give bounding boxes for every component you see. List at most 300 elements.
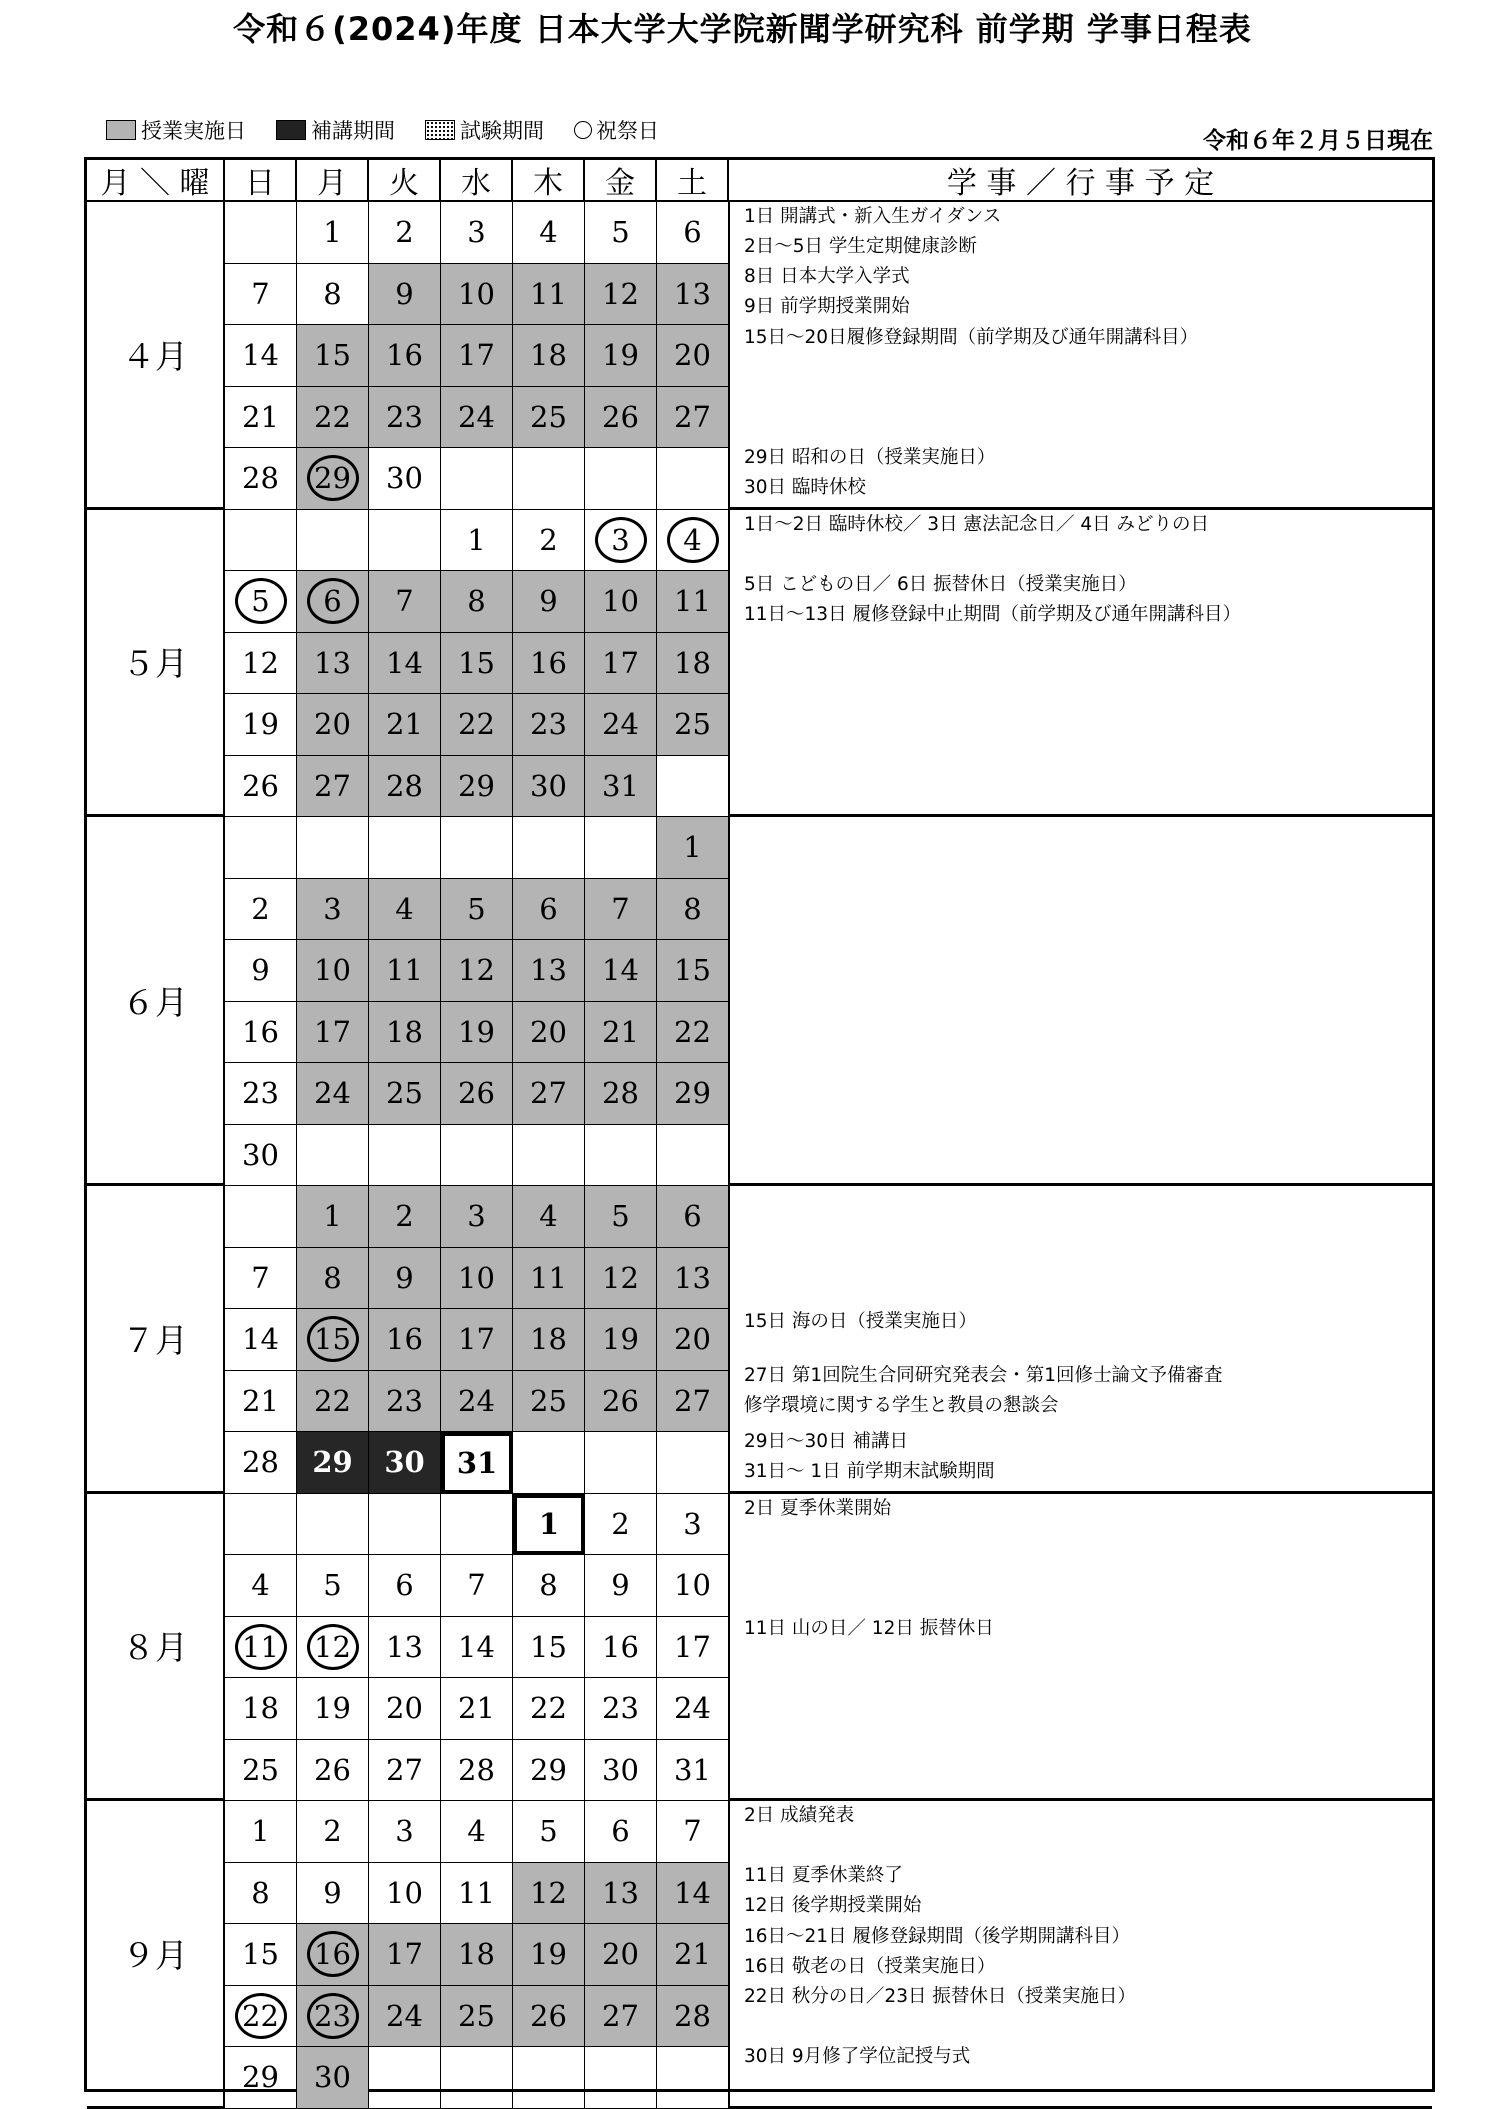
day-number: 14: [674, 1875, 711, 1910]
day-cell: [585, 940, 657, 1002]
day-number: 28: [602, 1076, 639, 1111]
day-cell: [585, 1002, 657, 1064]
event-line: 9日 前学期授業開始: [744, 296, 910, 318]
day-cell: [585, 1555, 657, 1617]
day-cell: [513, 325, 585, 387]
day-cell: [369, 1678, 441, 1740]
day-cell: [225, 1432, 297, 1494]
header-day: 日: [225, 160, 297, 202]
day-cell: [369, 1371, 441, 1433]
day-cell: [657, 817, 729, 879]
event-line: 29日 昭和の日（授業実施日）: [744, 447, 996, 469]
day-cell: [441, 1186, 513, 1248]
event-line: 30日 9月修了学位記授与式: [744, 2046, 971, 2068]
day-cell: [225, 1186, 297, 1248]
day-cell: [297, 264, 369, 326]
day-cell: [585, 1924, 657, 1986]
day-number: 16: [242, 1014, 279, 1049]
month-label: ７月: [87, 1186, 225, 1494]
day-cell: [225, 448, 297, 510]
day-number: 20: [386, 1691, 423, 1726]
day-number: 30: [530, 768, 567, 803]
day-number: 30: [386, 461, 423, 496]
day-cell: [225, 1986, 297, 2048]
day-cell: [657, 879, 729, 941]
day-cell: [297, 1125, 369, 1187]
day-cell: [585, 1863, 657, 1925]
day-cell: [297, 1063, 369, 1125]
day-number: 12: [242, 645, 279, 680]
day-cell: [441, 387, 513, 449]
day-cell: [369, 387, 441, 449]
day-cell: [297, 1801, 369, 1863]
day-cell: [585, 694, 657, 756]
day-cell: [657, 1494, 729, 1556]
month-label: ４月: [87, 202, 225, 510]
day-cell: [585, 1678, 657, 1740]
day-number: 5: [539, 1814, 558, 1849]
day-cell: [297, 1617, 369, 1679]
day-number: 11: [530, 1260, 567, 1295]
day-number: 10: [674, 1568, 711, 1603]
legend-swatch-circ: [574, 121, 592, 139]
day-number: 16: [602, 1629, 639, 1664]
day-cell: [441, 571, 513, 633]
day-number: 10: [458, 1260, 495, 1295]
day-number: 15: [674, 953, 711, 988]
day-number: 13: [602, 1875, 639, 1910]
day-number: 29: [312, 1445, 353, 1480]
day-cell: [585, 1186, 657, 1248]
day-cell: [441, 1309, 513, 1371]
day-number: 5: [323, 1568, 342, 1603]
event-line: 1日 開講式・新入生ガイダンス: [744, 206, 1002, 227]
day-number: 17: [458, 338, 495, 373]
day-number: 26: [242, 768, 279, 803]
day-number: 8: [683, 891, 702, 926]
day-cell: [225, 817, 297, 879]
day-cell: [225, 940, 297, 1002]
day-cell: [297, 1740, 369, 1802]
day-cell: [369, 1924, 441, 1986]
day-number: 31: [456, 1445, 498, 1480]
day-number: 4: [683, 522, 702, 557]
day-number: 23: [602, 1691, 639, 1726]
day-number: 28: [242, 1445, 279, 1480]
day-cell: [441, 1125, 513, 1187]
day-cell: [297, 817, 369, 879]
day-number: 15: [458, 645, 495, 680]
legend-label: 補講期間: [311, 119, 395, 143]
day-number: 12: [602, 1260, 639, 1295]
day-number: 28: [674, 1998, 711, 2033]
day-number: 6: [395, 1568, 414, 1603]
day-cell: [225, 633, 297, 695]
day-cell: [513, 1801, 585, 1863]
day-number: 9: [395, 276, 414, 311]
day-number: 29: [458, 768, 495, 803]
day-number: 2: [251, 891, 270, 926]
legend-swatch-gray: [106, 120, 136, 140]
day-number: 8: [467, 584, 486, 619]
day-cell: [369, 1986, 441, 2048]
day-cell: [585, 817, 657, 879]
day-number: 21: [602, 1014, 639, 1049]
day-number: 15: [242, 1937, 279, 1972]
day-cell: [225, 1863, 297, 1925]
day-cell: [369, 756, 441, 818]
event-line: 29日～30日 補講日: [744, 1431, 908, 1453]
day-number: 31: [674, 1752, 711, 1787]
day-cell: [513, 448, 585, 510]
day-number: 2: [395, 1199, 414, 1234]
day-cell: [369, 817, 441, 879]
day-number: 1: [323, 1199, 342, 1234]
day-number: 2: [395, 215, 414, 250]
day-number: 22: [530, 1691, 567, 1726]
day-number: 6: [539, 891, 558, 926]
day-number: 13: [530, 953, 567, 988]
day-cell: [225, 1063, 297, 1125]
day-cell: [441, 756, 513, 818]
day-number: 29: [314, 461, 351, 496]
legend-item: [106, 115, 246, 145]
day-cell: [657, 1678, 729, 1740]
day-cell: [585, 202, 657, 264]
day-cell: [585, 756, 657, 818]
day-number: 30: [602, 1752, 639, 1787]
day-number: 19: [458, 1014, 495, 1049]
day-number: 10: [386, 1875, 423, 1910]
day-cell: [369, 879, 441, 941]
legend: [106, 116, 689, 144]
day-number: 9: [539, 584, 558, 619]
event-line: 27日 第1回院生合同研究発表会・第1回修士論文予備審査: [744, 1364, 1223, 1386]
day-number: 9: [323, 1875, 342, 1910]
day-cell: [657, 264, 729, 326]
day-number: 20: [674, 1322, 711, 1357]
day-cell: [585, 1740, 657, 1802]
day-cell: [225, 264, 297, 326]
month-label: ９月: [87, 1801, 225, 2109]
day-cell: [585, 879, 657, 941]
day-cell: [369, 1740, 441, 1802]
day-cell: [225, 2047, 297, 2109]
day-number: 30: [384, 1445, 425, 1480]
day-cell: [297, 694, 369, 756]
day-cell: [657, 1309, 729, 1371]
day-number: 4: [395, 891, 414, 926]
day-number: 12: [458, 953, 495, 988]
day-number: 27: [314, 768, 351, 803]
day-cell: [441, 940, 513, 1002]
day-cell: [513, 202, 585, 264]
events-cell: [729, 1186, 1432, 1494]
month-label: ５月: [87, 510, 225, 818]
day-cell: [657, 510, 729, 572]
day-cell: [297, 1432, 369, 1494]
day-cell: [297, 633, 369, 695]
day-cell: [513, 510, 585, 572]
day-number: 27: [530, 1076, 567, 1111]
day-number: 6: [683, 1199, 702, 1234]
day-number: 30: [242, 1137, 279, 1172]
day-number: 5: [467, 891, 486, 926]
event-line: 16日～21日 履修登録期間（後学期開講科目）: [744, 1925, 1130, 1947]
day-number: 25: [458, 1998, 495, 2033]
day-cell: [585, 1248, 657, 1310]
header-day: 木: [513, 160, 585, 202]
day-cell: [441, 1494, 513, 1556]
day-number: 10: [314, 953, 351, 988]
day-cell: [657, 202, 729, 264]
day-number: 22: [242, 1998, 279, 2033]
day-number: 22: [314, 1383, 351, 1418]
day-cell: [297, 756, 369, 818]
day-cell: [225, 1617, 297, 1679]
event-line: 11日～13日 履修登録中止期間（前学期及び通年開講科目）: [744, 603, 1241, 625]
day-cell: [657, 1617, 729, 1679]
day-cell: [657, 1002, 729, 1064]
day-number: 27: [602, 1998, 639, 2033]
day-number: 15: [530, 1629, 567, 1664]
day-cell: [513, 1863, 585, 1925]
day-cell: [369, 448, 441, 510]
day-cell: [657, 1740, 729, 1802]
day-cell: [513, 571, 585, 633]
day-number: 28: [458, 1752, 495, 1787]
day-cell: [441, 202, 513, 264]
legend-item: [425, 115, 544, 145]
day-number: 18: [386, 1014, 423, 1049]
day-number: 1: [251, 1814, 270, 1849]
header-month-weekday: 月 ＼ 曜: [87, 160, 225, 202]
day-number: 17: [386, 1937, 423, 1972]
day-number: 2: [539, 522, 558, 557]
day-cell: [657, 1986, 729, 2048]
day-cell: [441, 1371, 513, 1433]
event-line: 15日 海の日（授業実施日）: [744, 1310, 977, 1332]
day-number: 17: [314, 1014, 351, 1049]
day-cell: [225, 202, 297, 264]
day-number: 18: [530, 338, 567, 373]
day-number: 14: [458, 1629, 495, 1664]
day-cell: [225, 1309, 297, 1371]
legend-swatch-dark: [276, 120, 306, 140]
day-number: 20: [674, 338, 711, 373]
day-cell: [441, 510, 513, 572]
day-cell: [657, 1863, 729, 1925]
day-number: 25: [674, 707, 711, 742]
day-number: 7: [395, 584, 414, 619]
day-cell: [225, 510, 297, 572]
day-number: 20: [602, 1937, 639, 1972]
day-cell: [369, 2047, 441, 2109]
day-cell: [225, 1125, 297, 1187]
event-line: 12日 後学期授業開始: [744, 1895, 922, 1917]
month-label: ６月: [87, 817, 225, 1186]
day-number: 13: [674, 1260, 711, 1295]
day-number: 23: [314, 1998, 351, 2033]
day-cell: [297, 1371, 369, 1433]
day-cell: [297, 1986, 369, 2048]
day-number: 7: [251, 276, 270, 311]
legend-swatch-dots: [425, 120, 455, 140]
legend-item: [276, 115, 395, 145]
day-number: 29: [674, 1076, 711, 1111]
day-number: 15: [314, 338, 351, 373]
day-number: 31: [602, 768, 639, 803]
day-cell: [297, 879, 369, 941]
day-cell: [369, 1186, 441, 1248]
events-cell: [729, 817, 1432, 1186]
day-cell: [657, 2047, 729, 2109]
day-number: 26: [602, 1383, 639, 1418]
day-cell: [225, 1371, 297, 1433]
day-number: 1: [538, 1507, 560, 1542]
day-cell: [369, 694, 441, 756]
day-cell: [585, 1801, 657, 1863]
day-cell: [297, 1186, 369, 1248]
day-cell: [369, 1801, 441, 1863]
day-number: 14: [602, 953, 639, 988]
day-cell: [297, 387, 369, 449]
day-number: 24: [314, 1076, 351, 1111]
day-number: 11: [458, 1875, 495, 1910]
day-cell: [369, 1125, 441, 1187]
day-cell: [297, 448, 369, 510]
day-cell: [657, 448, 729, 510]
day-number: 18: [458, 1937, 495, 1972]
day-number: 28: [386, 768, 423, 803]
day-number: 7: [683, 1814, 702, 1849]
day-cell: [513, 1186, 585, 1248]
event-line: 2日～5日 学生定期健康診断: [744, 236, 977, 258]
event-line: 16日 敬老の日（授業実施日）: [744, 1955, 996, 1977]
day-cell: [513, 940, 585, 1002]
day-cell: [657, 1125, 729, 1187]
as-of-date: 令和６年２月５日現在: [1203, 128, 1433, 154]
legend-label: 祝祭日: [596, 119, 659, 143]
day-number: 19: [602, 1322, 639, 1357]
day-cell: [441, 633, 513, 695]
day-number: 3: [611, 522, 630, 557]
day-number: 5: [611, 215, 630, 250]
events-cell: [729, 510, 1432, 818]
day-number: 23: [530, 707, 567, 742]
day-cell: [441, 879, 513, 941]
day-cell: [657, 1555, 729, 1617]
header-day: 土: [657, 160, 729, 202]
day-cell: [585, 1494, 657, 1556]
day-cell: [513, 1002, 585, 1064]
day-number: 8: [251, 1875, 270, 1910]
day-number: 21: [386, 707, 423, 742]
day-cell: [657, 1371, 729, 1433]
legend-label: 試験期間: [460, 119, 544, 143]
day-cell: [441, 1248, 513, 1310]
day-cell: [441, 1924, 513, 1986]
day-number: 27: [386, 1752, 423, 1787]
events-cell: [729, 1494, 1432, 1802]
day-cell: [369, 1494, 441, 1556]
day-cell: [585, 1371, 657, 1433]
day-cell: [441, 1063, 513, 1125]
day-cell: [441, 1555, 513, 1617]
day-cell: [657, 1186, 729, 1248]
day-cell: [585, 1125, 657, 1187]
day-number: 24: [458, 399, 495, 434]
day-cell: [657, 940, 729, 1002]
day-cell: [225, 694, 297, 756]
day-cell: [225, 1494, 297, 1556]
day-number: 26: [314, 1752, 351, 1787]
day-cell: [297, 1863, 369, 1925]
day-cell: [513, 756, 585, 818]
day-cell: [225, 571, 297, 633]
day-number: 9: [395, 1260, 414, 1295]
day-cell: [441, 1740, 513, 1802]
day-cell: [369, 202, 441, 264]
day-number: 8: [323, 276, 342, 311]
day-cell: [657, 633, 729, 695]
day-number: 21: [458, 1691, 495, 1726]
legend-item: [574, 115, 659, 145]
day-cell: [297, 325, 369, 387]
day-cell: [513, 1371, 585, 1433]
day-number: 4: [251, 1568, 270, 1603]
day-number: 13: [314, 645, 351, 680]
day-cell: [657, 1924, 729, 1986]
day-number: 19: [314, 1691, 351, 1726]
day-number: 9: [251, 953, 270, 988]
month-label: ８月: [87, 1494, 225, 1802]
day-number: 20: [530, 1014, 567, 1049]
day-cell: [585, 325, 657, 387]
day-cell: [585, 1617, 657, 1679]
day-cell: [513, 1309, 585, 1371]
day-cell: [585, 1063, 657, 1125]
day-number: 16: [386, 1322, 423, 1357]
day-number: 4: [539, 215, 558, 250]
day-number: 23: [386, 399, 423, 434]
day-cell: [297, 1002, 369, 1064]
day-number: 22: [674, 1014, 711, 1049]
day-cell: [225, 1555, 297, 1617]
day-number: 17: [602, 645, 639, 680]
day-cell: [585, 2047, 657, 2109]
day-cell: [513, 1617, 585, 1679]
day-cell: [513, 1125, 585, 1187]
day-cell: [513, 1494, 585, 1556]
day-cell: [657, 571, 729, 633]
day-number: 15: [314, 1322, 351, 1357]
day-number: 17: [458, 1322, 495, 1357]
header-events: 学 事 ／ 行 事 予 定: [729, 160, 1432, 202]
day-cell: [441, 1002, 513, 1064]
day-cell: [585, 1986, 657, 2048]
day-cell: [441, 448, 513, 510]
day-cell: [585, 387, 657, 449]
day-cell: [657, 756, 729, 818]
day-number: 11: [242, 1629, 279, 1664]
day-number: 26: [458, 1076, 495, 1111]
day-cell: [441, 1986, 513, 2048]
day-cell: [225, 387, 297, 449]
day-cell: [225, 325, 297, 387]
header-day: 水: [441, 160, 513, 202]
event-line: 2日 成績発表: [744, 1805, 855, 1826]
